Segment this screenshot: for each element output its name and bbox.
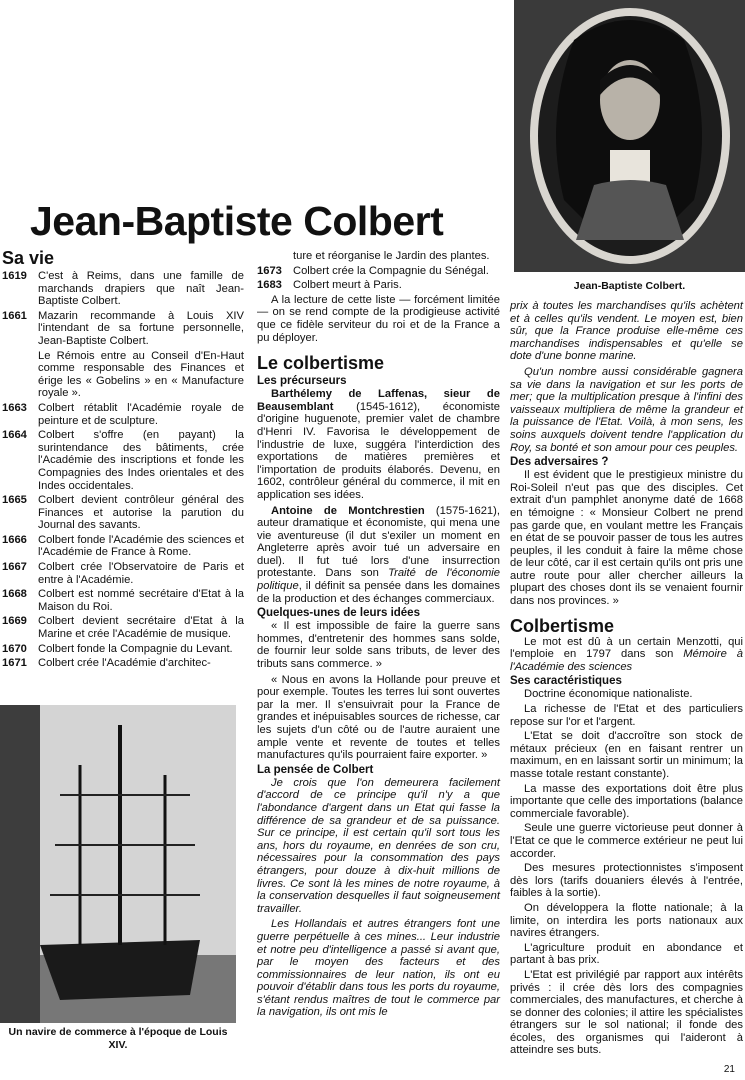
timeline-year: 1669 [2, 615, 27, 628]
montchrestien-name: Antoine de Montchrestien [271, 504, 425, 517]
portrait-image [514, 0, 745, 272]
colbertisme-heading: Le colbertisme [257, 353, 385, 374]
caracteristique-item: L'agriculture produit en abondance et partant à bas prix. [510, 941, 743, 967]
timeline-year: 1665 [2, 494, 27, 507]
timeline-year: 1673 [257, 264, 282, 277]
timeline-text: Colbert fonde l'Académie des sciences et l'Académie de France à Rome. [38, 533, 244, 559]
timeline-entry [2, 588, 244, 613]
caracteristiques-heading: Ses caractéristiques [510, 675, 622, 688]
ship-caption: Un navire de commerce à l'époque de Louis XIV. [8, 1026, 228, 1051]
caracteristique-item: Seule une guerre victorieuse peut donner à l'Etat ce que le commerce extérieur ne peut lui accorder. [510, 822, 743, 860]
laffemas-text: (1545-1612), économiste d'origine huguenote, premier valet de chambre d'Henri IV. Favorisa le développement de l'industrie de luxe, suggéra l'interdiction des exportations de matières premières et l'importation de produits élaborés. Devenu, en 1602, contrôleur général du commerce, il mit en application ses idées. [257, 400, 500, 501]
page-title: Jean-Baptiste Colbert [30, 198, 444, 244]
timeline-entry [2, 494, 244, 532]
portrait-illustration [514, 0, 745, 272]
timeline-continuation: ture et réorganise le Jardin des plantes. [293, 250, 490, 262]
timeline-text: Colbert fonde la Compagnie du Levant. [38, 642, 233, 655]
timeline-text: Colbert devient contrôleur général des Finances et autorise la parution du Journal des savants. [38, 494, 244, 532]
caracteristiques-list [510, 688, 743, 1057]
timeline-entry [2, 657, 244, 670]
timeline-text: Colbert crée l'Observatoire de Paris et entre à l'Académie. [38, 561, 244, 586]
colbertisme-intro [510, 636, 743, 674]
caracteristique-item: Des mesures protectionnistes s'imposent dès lors (tarifs douaniers élevés à l'entrée, faibles à la sortie). [510, 862, 743, 900]
ship-image [0, 705, 236, 1023]
colbertisme-subheading: Colbertisme [510, 615, 615, 636]
timeline-year: 1670 [2, 642, 27, 655]
timeline-text: Mazarin recommande à Louis XIV l'intendant de sa fortune personnelle, Jean-Baptiste Colbert. [38, 309, 244, 347]
middle-column [257, 250, 500, 1019]
timeline-year: 1619 [2, 270, 27, 282]
timeline-entry [2, 310, 244, 348]
adversaires-heading: Des adversaires ? [510, 456, 609, 469]
timeline-text: C'est à Reims, dans une famille de marchands drapiers que naît Jean-Baptiste Colbert. [38, 270, 244, 308]
timeline-entry [257, 265, 500, 278]
timeline-year: 1671 [2, 657, 27, 670]
timeline-entry [2, 643, 244, 656]
laffemas-paragraph [257, 388, 500, 501]
timeline-text: Colbert rétablit l'Académie royale de peinture et de sculpture. [38, 401, 244, 427]
timeline-year: 1663 [2, 401, 27, 414]
montchrestien-work: Traité de l'économie politique [257, 567, 500, 593]
idees-heading: Quelques-unes de leurs idées [257, 607, 420, 620]
timeline-year: 1664 [2, 429, 27, 442]
laffemas-name: Barthélemy de Laffenas, sieur de Beausemblant [257, 388, 500, 413]
timeline-text: Colbert meurt à Paris. [293, 279, 402, 292]
timeline-text: Colbert crée la Compagnie du Sénégal. [293, 264, 489, 277]
timeline-entry [2, 615, 244, 640]
timeline-year: 1683 [257, 279, 282, 292]
timeline-entry [2, 534, 244, 559]
timeline-entry [257, 279, 500, 292]
timeline-text: Colbert crée l'Académie d'architec- [38, 657, 211, 670]
caracteristique-item: La masse des exportations doit être plus importante que celle des importations (balance commerciale favorable). [510, 782, 743, 820]
timeline-entry [2, 270, 244, 308]
montchrestien-paragraph [257, 505, 500, 606]
timeline-entry [2, 429, 244, 492]
timeline-year: 1667 [2, 561, 27, 574]
pensee-heading: La pensée de Colbert [257, 763, 374, 776]
timeline-text: Colbert devient secrétaire d'Etat à la Marine et crée l'Académie de musique. [38, 615, 244, 641]
right-column [510, 300, 743, 1059]
pensee-2: Les Hollandais et autres étrangers font une guerre perpétuelle à ces mines... Leur industrie et notre peu d'intelligence a passé si avant que, par le moyen des facteurs et des commissionnaires de leur nation, ils ont eu pouvoir d'établir dans tous les ports du royaume, s'étant rendus maîtres de tout le commerce par la navigation, ils ont mis le [257, 918, 500, 1019]
timeline-list [2, 270, 244, 670]
timeline-year: 1666 [2, 533, 27, 546]
colbertisme-intro-text: Le mot est dû à un certain Menzotti, qui l'emploie en 1797 dans son [510, 635, 743, 661]
portrait-caption: Jean-Baptiste Colbert. [573, 280, 686, 292]
timeline-year: 1668 [2, 588, 27, 601]
pensee-3: Qu'un nombre aussi considérable gagnera sa vie dans la navigation et sur les ports de mer; que la multiplication presque à l'infini des vaisseaux multipliera de même la grandeur et la puissance de l'Etat. Voilà, à mon sens, les soins auxquels doivent tendre l'application du Roy, sa bonté et son amour pour ces peuples. [510, 365, 743, 454]
timeline-text: Le Rémois entre au Conseil d'En-Haut comme responsable des Finances et érige les « Gobelins » en « Manufacture royale ». [38, 349, 244, 400]
timeline-list-cont [257, 265, 500, 292]
pensee-cont: prix à toutes les marchandises qu'ils achètent et à celles qu'ils vendent. Le moyen est, bien sûr, que la France produise elle-même ces marchandises indispensables et qu'elle se dote d'une bonne marine. [510, 300, 743, 363]
precurseurs-heading: Les précurseurs [257, 375, 347, 388]
sa-vie-closing: A la lecture de cette liste — forcément limitée — on se rend compte de la prodigieuse activité que ce fidèle serviteur du roi et de la France a pu déployer. [257, 293, 500, 344]
montchrestien-text-1: (1575-1621), auteur dramatique et économiste, qui mena une vie aventureuse (il dut s'exiler un moment en Angleterre après avoir tué un adversaire en duel). Il fut tué lors d'une insurrection protestante. Dans son [257, 504, 500, 580]
pensee-1: Je crois que l'on demeurera facilement d'accord de ce principe qu'il n'y a que l'abondance d'argent dans un Etat qui fasse la différence de sa grandeur et de sa puissance. Sur ce principe, il est certain qu'il sort tous les ans, hors du royaume, en denrées de son cru, nécessaires pour la consommation des pays étrangers, pour douze à dix-huit millions de livres. Ce sont là les mines de notre royaume, à la conservation desquelles il faut soigneusement travailler. [257, 776, 500, 915]
caracteristique-item: La richesse de l'Etat et des particuliers repose sur l'or et l'argent. [510, 703, 743, 728]
adversaires-text: Il est évident que le prestigieux ministre du Roi-Soleil n'eut pas que des disciples. Cet extrait d'un pamphlet anonyme daté de 1668 en témoigne : « Monsieur Colbert ne prend pas garde que, en voulant mettre les Français en état de se pouvoir passer de tous les autres peuples, il les conduit à faire la même chose de leur côté, car il est certain qu'ils ont pris une autre route pour aller chercher ailleurs la plupart des choses dont ils se venaient fournir dans nos provinces. » [510, 469, 743, 608]
caracteristique-item: L'Etat se doit d'accroître son stock de métaux précieux (en en faisant rentrer un maximum, en en laissant sortir un minimum; la masse totale restant constante). [510, 730, 743, 780]
timeline-text: Colbert s'offre (en payant) la surintendance des bâtiments, crée l'Académie des inscriptions et fonde les Compagnies des Indes orientales et des Indes occidentales. [38, 429, 244, 492]
timeline-text: Colbert est nommé secrétaire d'Etat à la Maison du Roi. [38, 588, 244, 613]
caracteristique-item: Doctrine économique nationaliste. [524, 688, 693, 701]
sa-vie-heading: Sa vie [2, 248, 55, 268]
idee-1: « Il est impossible de faire la guerre sans hommes, d'entretenir des hommes sans solde, de fournir leur solde sans tributs, de lever des tributs sans commerce. » [257, 620, 500, 671]
page-number: 21 [723, 1064, 735, 1075]
ship-illustration [0, 705, 236, 1023]
timeline-year: 1661 [2, 309, 27, 322]
timeline-entry [2, 402, 244, 427]
idee-2: « Nous en avons la Hollande pour preuve et pour exemple. Toutes les terres lui sont ouvertes par la mer. Il s'ensuivrait pour la France de grandes et inépuisables sources de richesse, car les sujets d'un côté ou de l'autre auraient une ample vente et revente de toutes et telles manufactures qu'ils pourraient faire exporter. » [257, 673, 500, 762]
timeline-entry [2, 561, 244, 586]
caracteristique-item: L'Etat est privilégié par rapport aux intérêts privés : il crée dès lors des compagnies commerciales, des manufactures, et cherche à se donner des colonies; il attire les spécialistes étrangers sur le sol national; il fonde des écoles, des organismes qui l'aideront à atteindre ses buts. [510, 968, 743, 1057]
caracteristique-item: On développera la flotte nationale; à la limite, on interdira les ports nationaux aux navires étrangers. [510, 901, 743, 940]
sa-vie-column [2, 248, 244, 672]
colbertisme-intro-work: Mémoire à l'Académie des sciences [510, 648, 743, 673]
montchrestien-text-2: , il définit sa pensée dans les domaines de la production et des échanges commerciaux. [257, 580, 500, 605]
